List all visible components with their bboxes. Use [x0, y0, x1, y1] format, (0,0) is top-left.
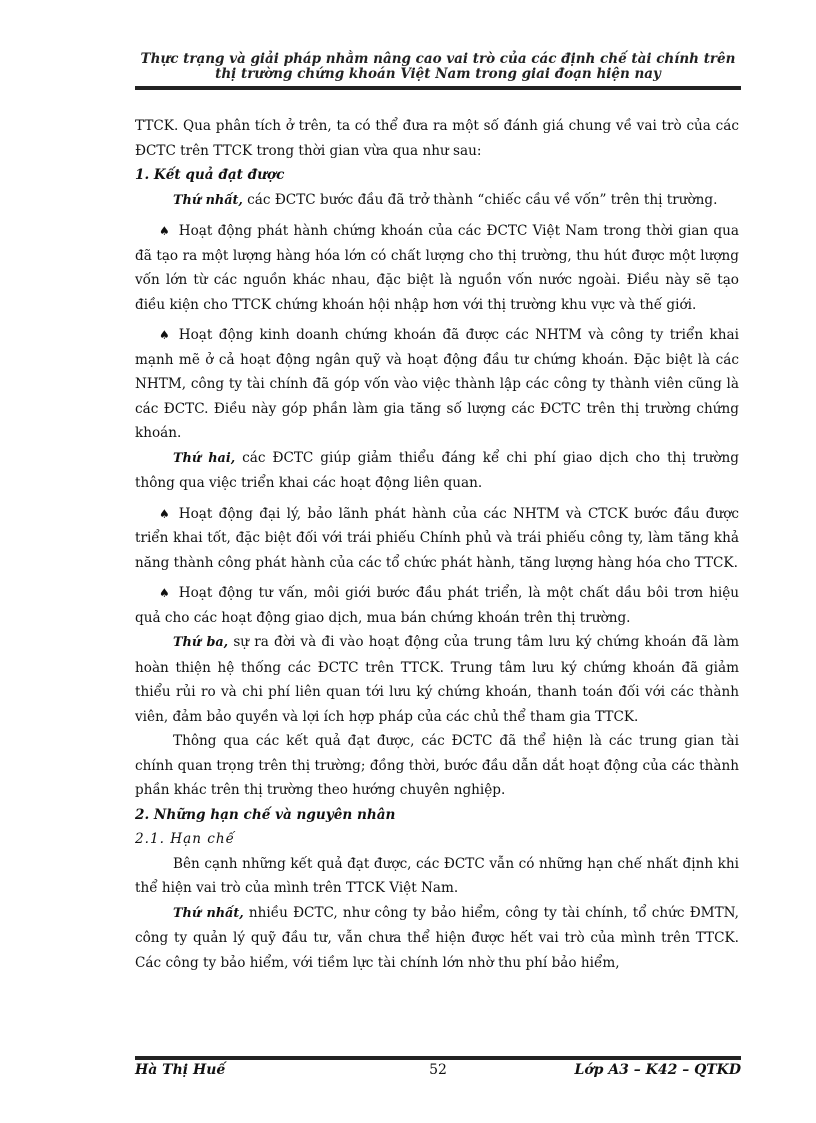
page-number: 52 [429, 1062, 447, 1078]
spade-bullet-icon: ♠ [159, 224, 170, 238]
paragraph-second [135, 446, 739, 496]
paragraph-limitations: Bên cạnh những kết quả đạt được, các ĐCTC vẫn có những hạn chế nhất định khi thể hiện vai trò của mình trên TTCK Việt Nam. [135, 855, 739, 896]
paragraph-third [135, 630, 739, 729]
emphasis-label: Thứ ba, [173, 635, 229, 650]
header-line-2: thị trường chứng khoán Việt Nam trong giai đoạn hiện nay [215, 66, 661, 82]
paragraph-text: sự ra đời và đi vào hoạt động của trung tâm lưu ký chứng khoán đã làm hoàn thiện hệ thống các ĐCTC trên TTCK. Trung tâm lưu ký chứng khoán đã giảm thiểu rủi ro và chi phí liên quan tới lưu ký chứng khoán, thanh toán đối với các thành viên, đảm bảo quyền và lợi ích hợp pháp của các chủ thể tham gia TTCK. [135, 634, 739, 725]
bullet-text: Hoạt động phát hành chứng khoán của các ĐCTC Việt Nam trong thời gian qua đã tạo ra một lượng hàng hóa lớn có chất lượng cho thị trường, thu hút được một lượng vốn lớn từ các nguồn khác nhau, đặc biệt là nguồn vốn nước ngoài. Điều này sẽ tạo điều kiện cho TTCK chứng khoán hội nhập hơn với thị trường khu vực và thế giới. [135, 223, 739, 313]
footer-author: Hà Thị Huế [135, 1062, 226, 1078]
paragraph-first [135, 188, 739, 214]
footer-rule [135, 1056, 741, 1060]
emphasis-label: Thứ nhất, [173, 192, 243, 208]
bullet-item [135, 323, 739, 446]
paragraph-text: nhiều ĐCTC, như công ty bảo hiểm, công ty tài chính, tổ chức ĐMTN, công ty quản lý quỹ đầu tư, vẫn chưa thể hiện được hết vai trò của mình trên TTCK. Các công ty bảo hiểm, với tiềm lực tài chính lớn nhờ thu phí bảo hiểm, [135, 904, 739, 971]
section-heading-2: 2. Những hạn chế và nguyên nhân [135, 806, 396, 823]
footer-class: Lớp A3 – K42 – QTKD [574, 1062, 741, 1078]
spade-bullet-icon: ♠ [159, 506, 170, 521]
header-rule [135, 86, 741, 90]
section-heading-1: 1. Kết quả đạt được [135, 167, 285, 183]
page-body [135, 114, 739, 975]
intro-paragraph: TTCK. Qua phân tích ở trên, ta có thể đưa ra một số đánh giá chung về vai trò của các ĐCTC trên TTCK trong thời gian vừa qua như sau: [135, 118, 739, 159]
subsection-heading: 2.1. Hạn chế [135, 831, 236, 847]
header-line-1: Thực trạng và giải pháp nhằm nâng cao vai trò của các định chế tài chính trên [140, 51, 736, 67]
running-footer [135, 1062, 741, 1082]
bullet-item [135, 219, 739, 317]
paragraph-text: các ĐCTC bước đầu đã trở thành “chiếc cầu về vốn” trên thị trường. [242, 191, 718, 208]
bullet-item [135, 581, 739, 630]
paragraph-first-limitation [135, 901, 739, 976]
bullet-text: Hoạt động tư vấn, môi giới bước đầu phát triển, là một chất dầu bôi trơn hiệu quả cho các hoạt động giao dịch, mua bán chứng khoán trên thị trường. [135, 585, 739, 626]
bullet-item [135, 502, 739, 576]
bullet-text: Hoạt động kinh doanh chứng khoán đã được các NHTM và công ty triển khai mạnh mẽ ở cả hoạt động ngân quỹ và hoạt động đầu tư chứng khoán. Đặc biệt là các NHTM, công ty tài chính đã góp vốn vào việc thành lập các công ty thành viên cũng là các ĐCTC. Điều này góp phần làm gia tăng số lượng các ĐCTC trên thị trường chứng khoán. [135, 327, 739, 441]
paragraph-text: các ĐCTC giúp giảm thiểu đáng kể chi phí giao dịch cho thị trường thông qua việc triển khai các hoạt động liên quan. [135, 449, 740, 491]
emphasis-label: Thứ nhất, [173, 905, 244, 921]
spade-bullet-icon: ♠ [159, 328, 170, 342]
spade-bullet-icon: ♠ [159, 586, 170, 600]
bullet-text: Hoạt động đại lý, bảo lãnh phát hành của các NHTM và CTCK bước đầu được triển khai tốt, đặc biệt đối với trái phiếu Chính phủ và trái phiếu công ty, làm tăng khả năng thành công phát hành của các tổ chức phát hành, tăng lượng hàng hóa cho TTCK. [135, 505, 739, 571]
emphasis-label: Thứ hai, [173, 450, 236, 466]
paragraph-summary: Thông qua các kết quả đạt được, các ĐCTC đã thể hiện là các trung gian tài chính quan trọng trên thị trường; đồng thời, bước đầu dẫn dắt hoạt động của các thành phần khác trên thị trường theo hướng chuyên nghiệp. [135, 733, 739, 798]
running-header [135, 52, 741, 82]
